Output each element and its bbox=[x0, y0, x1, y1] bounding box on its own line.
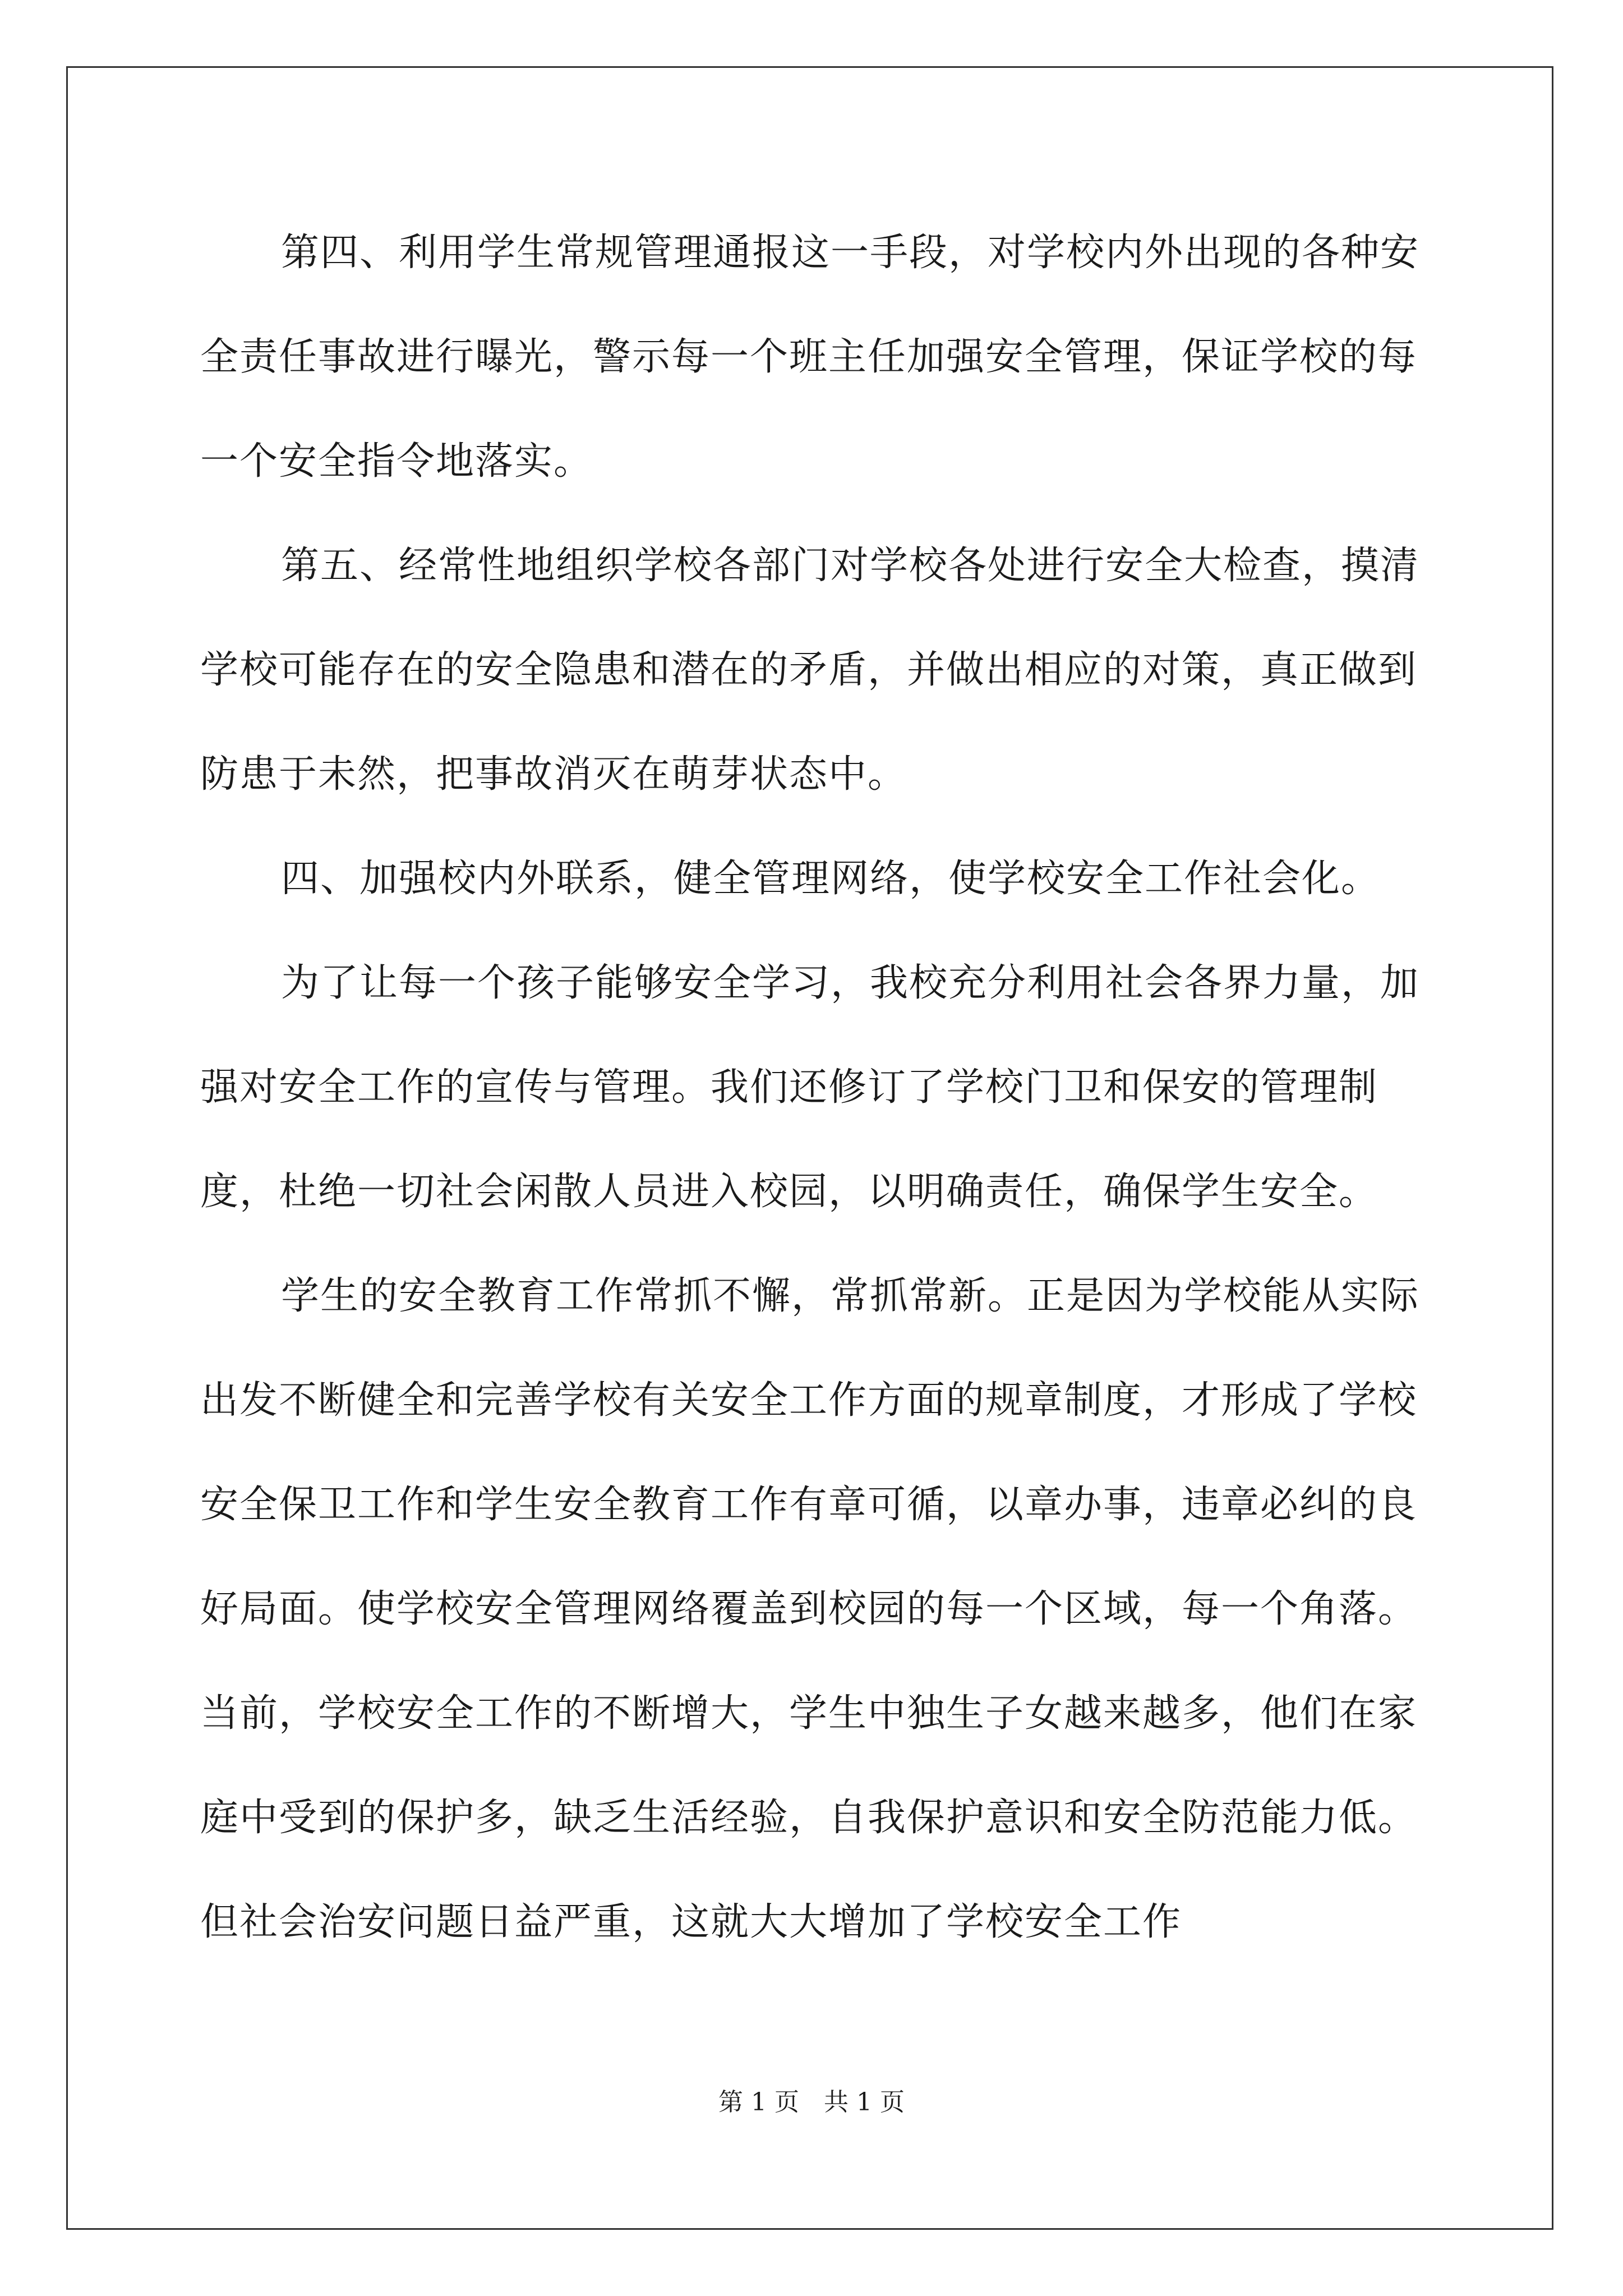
paragraph-4: 为了让每一个孩子能够安全学习，我校充分利用社会各界力量，加强对安全工作的宣传与管理。我们还修订了学校门卫和保安的管理制度，杜绝一切社会闲散人员进入校园，以明确责任，确保学生安全。 bbox=[200, 961, 1420, 1214]
paragraph-3: 四、加强校内外联系，健全管理网络，使学校安全工作社会化。 bbox=[281, 857, 1381, 901]
paragraph-5: 学生的安全教育工作常抓不懈，常抓常新。正是因为学校能从实际出发不断健全和完善学校有关安全工作方面的规章制度，才形成了学校安全保卫工作和学生安全教育工作有章可循，以章办事，违章必纠的良好局面。使学校安全管理网络覆盖到校园的每一个区域，每一个角落。当前，学校安全工作的不断增大，学生中独生子女越来越多，他们在家庭中受到的保护多，缺乏生活经验，自我保护意识和安全防范能力低。但社会治安问题日益严重，这就大大增加了学校安全工作 bbox=[200, 1274, 1420, 1944]
paragraph-1: 第四、利用学生常规管理通报这一手段，对学校内外出现的各种安全责任事故进行曝光，警示每一个班主任加强安全管理，保证学校的每一个安全指令地落实。 bbox=[200, 231, 1420, 484]
paragraph-2: 第五、经常性地组织学校各部门对学校各处进行安全大检查，摸清学校可能存在的安全隐患和潜在的矛盾，并做出相应的对策，真正做到防患于未然，把事故消灭在萌芽状态中。 bbox=[200, 544, 1420, 797]
page-number: 第 1 页 共 1 页 bbox=[718, 2088, 905, 2116]
document-body bbox=[200, 201, 1434, 1975]
